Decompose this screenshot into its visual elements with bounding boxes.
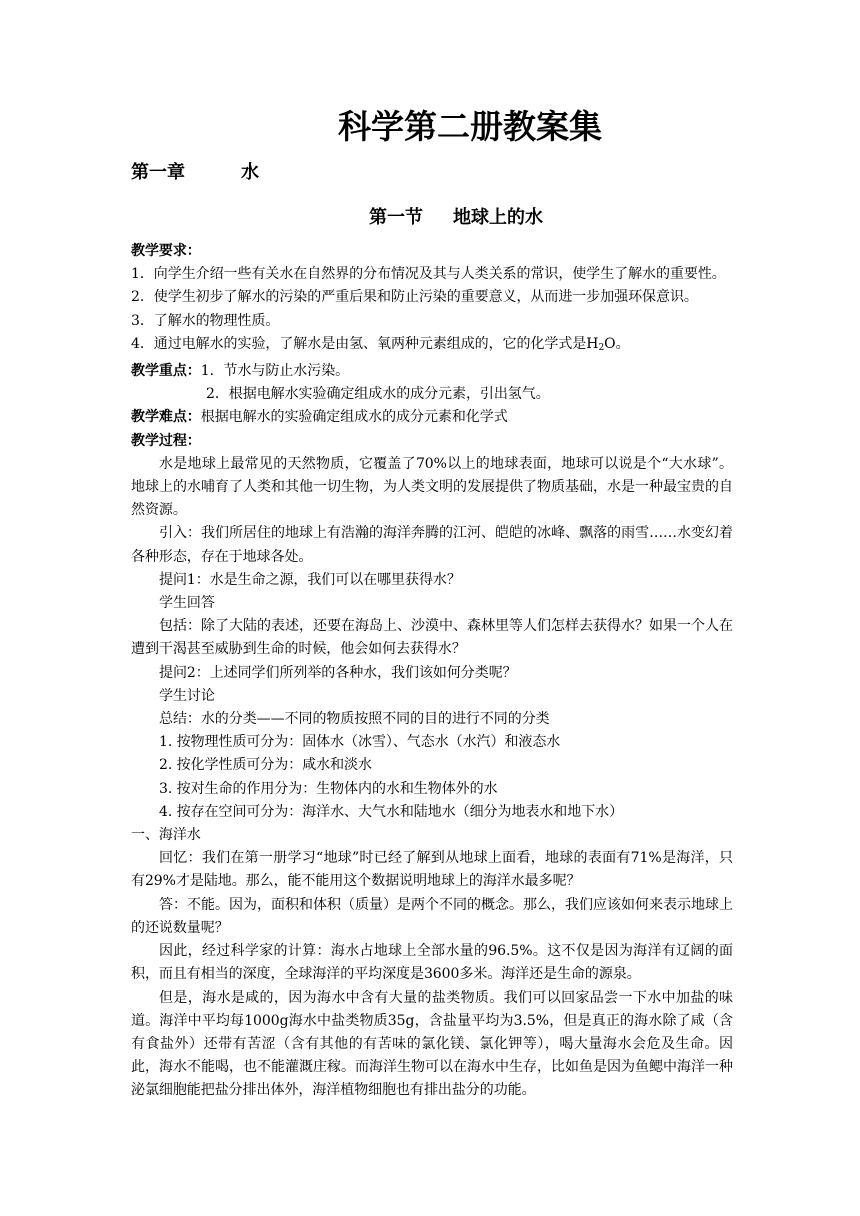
list-item: 4. 按存在空间可分为：海洋水、大气水和陆地水（细分为地表水和地下水） bbox=[159, 803, 624, 820]
paragraph: 包括：除了大陆的表述，还要在海岛上、沙漠中、森林里等人们怎样去获得水？如果一个人在遭到干渴甚至威胁到生命的时候，他会如何去获得水？ bbox=[131, 618, 733, 658]
formula-subscript: 2 bbox=[598, 342, 605, 353]
difficulty-text: 根据电解水的实验确定组成水的成分元素和化学式 bbox=[200, 409, 508, 426]
paragraph: 但是，海水是咸的，因为海水中含有大量的盐类物质。我们可以回家品尝一下水中加盐的味道。海洋中平均每1000g海水中盐类物质35g，含盐量平均为3.5%，但是真正的海水除了咸（含有食盐外）还带有苦涩（含有其他的有苦味的氯化镁、氯化钾等），喝大量海水会危及生命。因此，海水不能喝，也不能灌溉庄稼。而海洋生物可以在海水中生存，比如鱼是因为鱼鳃中海洋一种泌氯细胞能把盐分排出体外，海洋植物细胞也有排出盐分的功能。 bbox=[131, 989, 733, 1099]
list-item: 3. 按对生命的作用分为：生物体内的水和生物体外的水 bbox=[159, 780, 498, 797]
requirement-item: 1．向学生介绍一些有关水在自然界的分布情况及其与人类关系的常识，使学生了解水的重要性。 bbox=[131, 266, 726, 283]
paragraph: 提问2：上述同学们所列举的各种水，我们该如何分类呢？ bbox=[159, 664, 517, 681]
document-title: 科学第二册教案集 bbox=[338, 107, 602, 146]
paragraph: 答：不能。因为，面积和体积（质量）是两个不同的概念。那么，我们应该如何来表示地球上的还说数量呢？ bbox=[131, 896, 733, 936]
section-heading bbox=[0, 205, 860, 231]
paragraph: 总结：水的分类——不同的物质按照不同的目的进行不同的分类 bbox=[159, 711, 550, 728]
paragraph: 学生讨论 bbox=[159, 687, 215, 704]
paragraph: 提问1：水是生命之源，我们可以在哪里获得水？ bbox=[159, 571, 461, 588]
paragraph: 引入：我们所居住的地球上有浩瀚的海洋奔腾的江河、皑皑的冰峰、飘落的雨雪……水变幻着各种形态，存在于地球各处。 bbox=[131, 525, 733, 565]
document-body bbox=[131, 240, 733, 1103]
requirements-heading: 教学要求： bbox=[131, 243, 201, 259]
formula-o: O bbox=[604, 335, 616, 352]
requirement-item: 3．了解水的物理性质。 bbox=[131, 312, 280, 329]
formula-h: H bbox=[586, 335, 599, 352]
process-heading: 教学过程： bbox=[131, 432, 201, 449]
requirement-item4-text: 4．通过电解水的实验，了解水是由氢、氧两种元素组成的，它的化学式是 bbox=[131, 335, 587, 352]
difficulty-heading: 教学难点： bbox=[131, 409, 201, 426]
chapter-name: 水 bbox=[241, 162, 259, 183]
paragraph: 学生回答 bbox=[159, 595, 215, 612]
requirement-item4-end: 。 bbox=[615, 335, 630, 352]
section-number: 第一节 bbox=[369, 207, 423, 228]
list-item: 1. 按物理性质可分为：固体水（冰雪）、气态水（水汽）和液态水 bbox=[159, 734, 561, 751]
key-point-item: 2．根据电解水实验确定组成水的成分元素，引出氢气。 bbox=[206, 386, 550, 403]
list-item: 2. 按化学性质可分为：咸水和淡水 bbox=[159, 757, 372, 774]
key-point-item: 1．节水与防止水污染。 bbox=[200, 363, 350, 380]
key-points bbox=[131, 360, 733, 383]
key-points-heading: 教学重点： bbox=[131, 363, 201, 380]
section-name: 地球上的水 bbox=[453, 207, 543, 228]
chapter-heading bbox=[131, 160, 259, 186]
difficulty bbox=[131, 406, 733, 429]
paragraph: 回忆：我们在第一册学习“地球”时已经了解到从地球上面看，地球的表面有71%是海洋，只有29%才是陆地。那么，能不能用这个数据说明地球上的海洋水最多呢？ bbox=[131, 850, 733, 890]
chapter-number: 第一章 bbox=[131, 162, 185, 183]
requirement-item: 2．使学生初步了解水的污染的严重后果和防止污染的重要意义，从而进一步加强环保意识。 bbox=[131, 289, 698, 306]
paragraph: 因此，经过科学家的计算：海水占地球上全部水量的96.5%。这不仅是因为海洋有辽阔的面积，而且有相当的深度，全球海洋的平均深度是3600多米。海洋还是生命的源泉。 bbox=[131, 943, 733, 983]
requirement-item bbox=[131, 333, 733, 360]
subheading-ocean-water: 一、海洋水 bbox=[131, 827, 201, 844]
paragraph: 水是地球上最常见的天然物质，它覆盖了70%以上的地球表面，地球可以说是个“大水球”。地球上的水哺育了人类和其他一切生物，为人类文明的发展提供了物质基础，水是一种最宝贵的自然资源。 bbox=[131, 455, 733, 519]
